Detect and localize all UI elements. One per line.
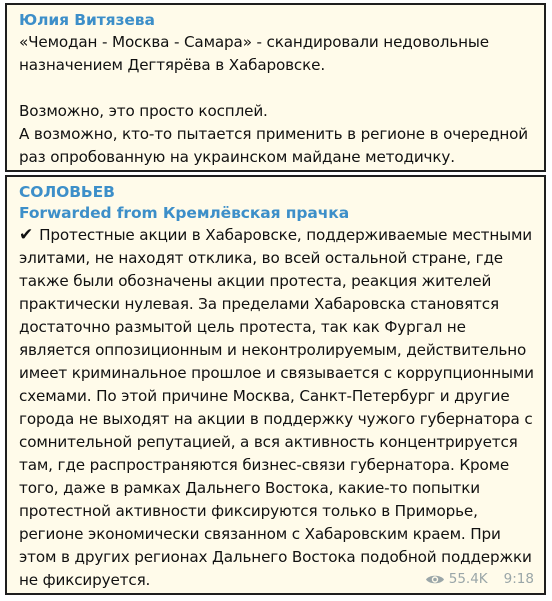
post-text (19, 31, 534, 169)
post-time: 9:18 (503, 571, 534, 587)
post-paragraph: «Чемодан - Москва - Самара» - скандировали недовольные назначением Дегтярёва в Хабаровске. (19, 33, 489, 74)
forwarded-from-link[interactable]: Forwarded from Кремлёвская прачка (19, 204, 350, 222)
paragraph-spacer (19, 77, 534, 100)
post-card (5, 3, 546, 172)
post-author[interactable]: СОЛОВЬЕВ (19, 183, 115, 201)
view-count: 55.4K (448, 571, 488, 587)
check-mark-icon: ✔ (19, 225, 34, 245)
post-paragraph: А возможно, кто-то пытается применить в регионе в очередной раз опробованную на украинском майдане методичку. (19, 125, 528, 166)
post-text (19, 224, 534, 592)
post-author[interactable]: Юлия Витязева (19, 11, 155, 29)
post-card (5, 175, 546, 595)
post-body: Протестные акции в Хабаровске, поддерживаемые местными элитами, не находят отклика, во всей остальной стране, где также были обозначены акции протеста, реакция жителей практически нулевая. За пределами Хабаровска становятся достаточно размытой цель протеста, так как Фургал не является оппозиционным и неконтролируемым, действительно имеет криминальное прошлое и связывается с коррупционными схемами. По этой причине Москва, Санкт-Петербург и другие города не выходят на акции в поддержку чужого губернатора с сомнительной репутацией, а вся активность концентрируется там, где распространяются бизнес-связи губернатора. Кроме того, даже в рамках Дальнего Востока, какие-то попытки протестной активности фиксируются только в Приморье, регионе экономически связанном с Хабаровским краем. При этом в других регионах Дальнего Востока подобной поддержки не фиксируется. (19, 226, 534, 589)
post-meta (425, 571, 534, 587)
post-paragraph: Возможно, это просто косплей. (19, 102, 268, 120)
eye-icon (425, 573, 445, 586)
